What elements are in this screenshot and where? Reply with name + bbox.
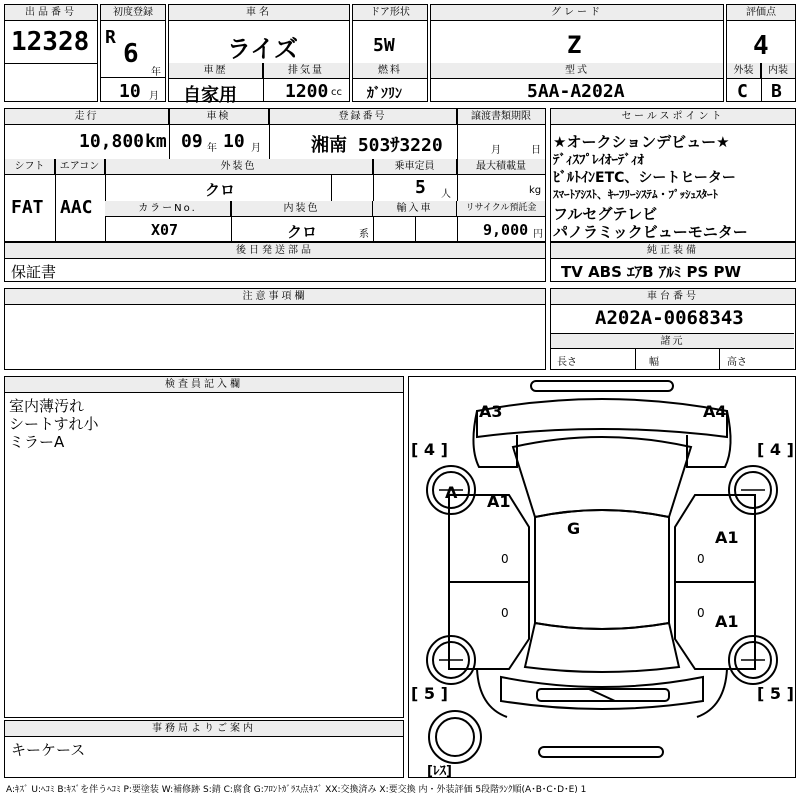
fuel: ｶﾞｿﾘﾝ	[367, 86, 402, 102]
model-label: 型式	[431, 63, 723, 79]
color-number-label: カラーNo.	[105, 201, 231, 217]
exterior-label: 外装	[727, 63, 761, 79]
interior-color-unit: 系	[359, 229, 369, 240]
color-label: 外装色	[105, 159, 373, 175]
interior-grade: B	[771, 81, 782, 102]
damage-mark-a1-right: A1	[715, 528, 739, 547]
car-diagram-box	[408, 376, 796, 778]
plate-number: 湘南 503ｻ3220	[311, 135, 443, 156]
shift-label: シフト	[5, 159, 55, 175]
notes-box	[4, 288, 546, 370]
interior-label: 内装	[761, 63, 795, 79]
spare-tire-label: [ﾚｽ]	[427, 764, 452, 777]
transfer-month: 月	[491, 145, 501, 156]
load-label: 最大積載量	[457, 159, 545, 175]
history-label: 車歴	[169, 63, 263, 79]
seats: 5	[415, 177, 426, 198]
mileage-label: 走行	[5, 109, 169, 125]
width-label: 幅	[649, 357, 659, 368]
tread-rear-left: [ 5 ]	[411, 684, 448, 703]
zero-mark-left-2: 0	[501, 606, 509, 620]
score-label: 評価点	[727, 5, 795, 21]
lot-label: 出品番号	[5, 5, 97, 21]
inspection-month-unit: 月	[251, 143, 261, 154]
car-name-box	[168, 4, 350, 106]
displacement-unit: cc	[331, 87, 342, 98]
color-number: X07	[151, 221, 179, 239]
damage-mark-a: A	[445, 483, 458, 502]
score-box	[726, 4, 796, 102]
later-parts-box	[4, 242, 546, 282]
mileage: 10,800	[79, 131, 145, 152]
tread-rear-right: [ 5 ]	[757, 684, 794, 703]
lot-number-box	[4, 4, 98, 102]
inspector-label: 検査員記入欄	[5, 377, 403, 393]
grade-label: グレード	[431, 5, 723, 21]
equipment-list: TV ABS ｴｱB ｱﾙﾐ PS PW	[561, 263, 742, 281]
damage-mark-g: G	[567, 519, 581, 538]
inspector-line-3: ミラーA	[9, 433, 65, 451]
equipment-label: 純正装備	[551, 243, 795, 259]
zero-mark-left-1: 0	[501, 552, 509, 566]
inspection-label: 車検	[169, 109, 269, 125]
chassis-number: A202A-0068343	[595, 307, 744, 329]
ac: AAC	[60, 197, 93, 218]
plate-label: 登録番号	[269, 109, 457, 125]
lot-number: 12328	[11, 27, 90, 57]
load-unit: kg	[529, 185, 542, 196]
office-text: キーケース	[11, 741, 86, 759]
inspector-box	[4, 376, 404, 718]
grade-box	[430, 4, 724, 102]
mileage-unit: km	[145, 131, 167, 152]
displacement: 1200	[285, 81, 329, 102]
inspection-year: 09	[181, 131, 203, 152]
recycle-fee: 9,000	[483, 221, 529, 239]
score: 4	[753, 31, 769, 61]
recycle-label: リサイクル預託金	[457, 201, 545, 217]
inspection-year-unit: 年	[207, 143, 217, 154]
doors: 5W	[373, 35, 395, 56]
reg-month: 10	[119, 81, 141, 102]
history: 自家用	[183, 85, 237, 106]
later-parts-text: 保証書	[11, 263, 57, 281]
grade: Z	[567, 31, 582, 59]
inspector-line-2: シートすれ小	[9, 415, 99, 433]
car-diagram	[409, 377, 795, 777]
damage-mark-a3: A3	[479, 402, 503, 421]
shift: FAT	[11, 197, 44, 218]
transfer-label: 譲渡書類期限	[457, 109, 545, 125]
chassis-label: 車台番号	[551, 289, 795, 305]
recycle-unit: 円	[533, 229, 543, 240]
car-name: ライズ	[227, 35, 299, 63]
zero-mark-right-2: 0	[697, 606, 705, 620]
legend-footer: A:ｷｽﾞ U:ﾍｺﾐ B:ｷｽﾞを伴うﾍｺﾐ P:要塗装 W:補修跡 S:錆 C:腐食 G:ﾌﾛﾝﾄｶﾞﾗｽ点ｷｽﾞ XX:交換済み X:要交換 内・外装評価 5段階ﾗﾝｸ順(A･B･C･D･E) 1	[6, 785, 587, 795]
damage-mark-a1-front: A1	[487, 492, 511, 511]
sales-line-5: フルセグテレビ	[553, 205, 658, 223]
office-label: 事務局よりご案内	[5, 721, 403, 737]
sales-line-2: ﾃﾞｨｽﾌﾟﾚｲｵｰﾃﾞｨｵ	[553, 153, 644, 168]
exterior-color: クロ	[205, 181, 236, 199]
import-label: 輸入車	[373, 201, 457, 217]
sales-point-label: セールスポイント	[551, 109, 795, 125]
sales-line-6: パノラミックビューモニター	[553, 223, 748, 241]
damage-mark-a1-rear: A1	[715, 612, 739, 631]
length-label: 長さ	[557, 357, 577, 368]
tread-front-right: [ 4 ]	[757, 440, 794, 459]
sales-line-1: ★オークションデビュー★	[553, 133, 730, 151]
interior-color-label: 内装色	[231, 201, 373, 217]
month-unit: 月	[149, 91, 159, 102]
ac-label: エアコン	[55, 159, 105, 175]
era: R	[105, 27, 116, 48]
exterior-grade: C	[737, 81, 748, 102]
zero-mark-right-1: 0	[697, 552, 705, 566]
tread-front-left: [ 4 ]	[411, 440, 448, 459]
displacement-label: 排気量	[263, 63, 349, 79]
fuel-label: 燃料	[353, 63, 427, 79]
registration-label: 初度登録	[101, 5, 165, 21]
transfer-day: 日	[531, 145, 541, 156]
height-label: 高さ	[727, 357, 747, 368]
damage-mark-a4: A4	[703, 402, 727, 421]
reg-year: 6	[123, 39, 139, 69]
interior-color: クロ	[287, 223, 318, 241]
vehicle-info-box	[4, 108, 546, 242]
equipment-box	[550, 242, 796, 282]
year-unit: 年	[151, 67, 161, 78]
seats-label: 乗車定員	[373, 159, 457, 175]
inspection-month: 10	[223, 131, 245, 152]
doors-label: ドア形状	[353, 5, 427, 21]
chassis-box	[550, 288, 796, 370]
later-parts-label: 後日発送部品	[5, 243, 545, 259]
sales-point-box	[550, 108, 796, 242]
seats-unit: 人	[441, 189, 451, 200]
model: 5AA-A202A	[527, 81, 625, 102]
first-registration-box	[100, 4, 166, 102]
sales-line-4: ｽﾏｰﾄｱｼｽﾄ、ｷｰﾌﾘｰｼｽﾃﾑ・ﾌﾟｯｼｭｽﾀｰﾄ	[553, 188, 718, 201]
notes-label: 注意事項欄	[5, 289, 545, 305]
inspector-line-1: 室内薄汚れ	[9, 397, 85, 415]
dimensions-label: 諸元	[551, 333, 794, 349]
doors-box	[352, 4, 428, 102]
office-box	[4, 720, 404, 778]
sales-line-3: ﾋﾞﾙﾄｲﾝETC、シートヒーター	[553, 170, 736, 186]
car-name-label: 車名	[169, 5, 349, 21]
